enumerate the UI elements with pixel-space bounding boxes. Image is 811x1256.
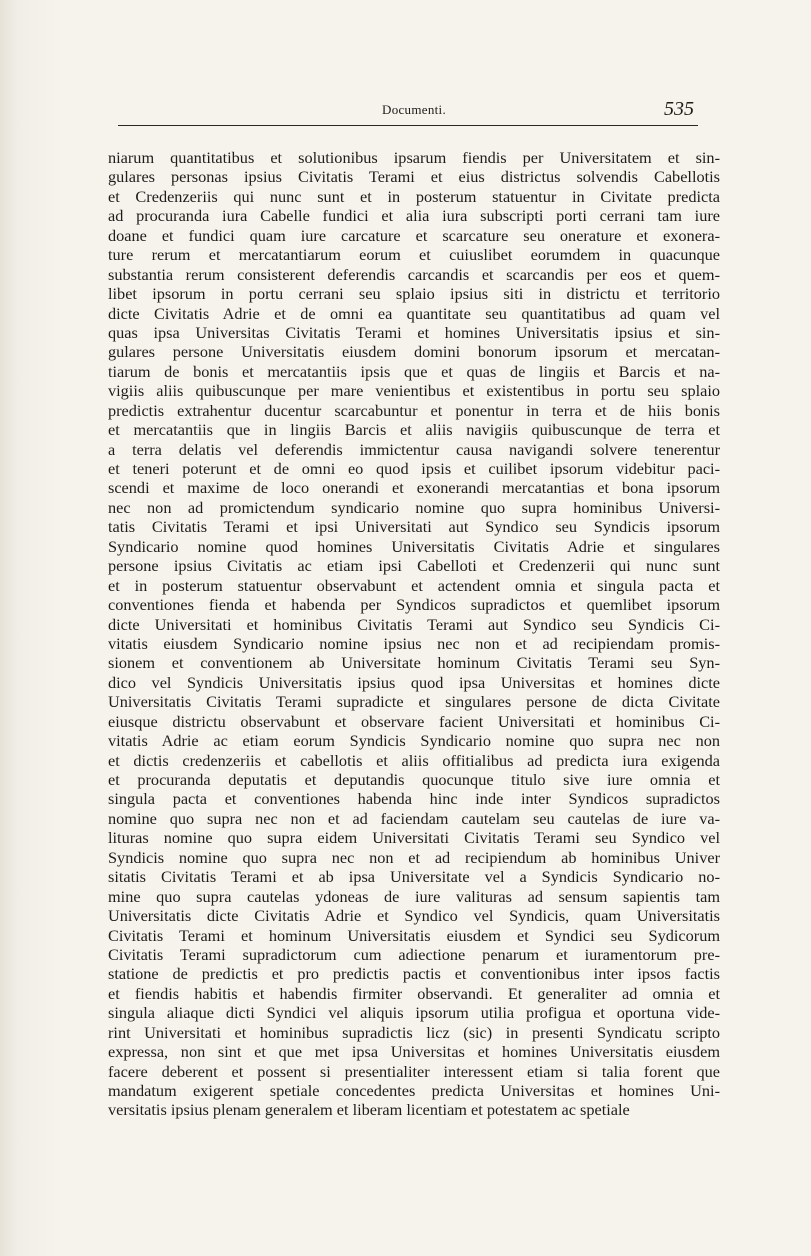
text-line: Universitatis dicte Civitatis Adrie et Syndico vel Syndicis, quam Universitatis [108, 906, 720, 926]
text-line: tiarum de bonis et mercatantiis ipsis que et quas de lingiis et Barcis et na- [108, 361, 720, 381]
text-line: persone ipsius Civitatis ac etiam ipsi Cabelloti et Credenzerii qui nunc sunt [108, 556, 720, 576]
text-line: lituras nomine quo supra eidem Universitati Civitatis Terami seu Syndico vel [108, 828, 720, 848]
text-line: versitatis ipsius plenam generalem et liberam licentiam et potestatem ac spetiale [108, 1100, 630, 1120]
text-line: conventiones fienda et habenda per Syndicos supradictos et quemlibet ipsorum [108, 595, 720, 615]
text-line: quas ipsa Universitas Civitatis Terami et homines Universitatis ipsius et sin- [108, 322, 720, 342]
text-line: et procuranda deputatis et deputandis quocunque titulo sive iure omnia et [108, 770, 720, 789]
text-line: rint Universitati et hominibus supradictis licz (sic) in presenti Syndicatu scripto [108, 1022, 720, 1042]
text-line: ture rerum et mercatantiarum eorum et cuiuslibet eorumdem in quacunque [108, 245, 720, 265]
text-line: vitatis Adrie ac etiam eorum Syndicis Syndicario nomine quo supra nec non [108, 731, 720, 751]
text-line: et Credenzeriis qui nunc sunt et in posterum statuentur in Civitate predicta [108, 186, 720, 206]
text-line: ad procuranda iura Cabelle fundici et alia iura subscripti porti cerrani tam iure [108, 206, 720, 226]
text-line: mine quo supra cautelas ydoneas de iure valituras ad sensum sapientis tam [108, 886, 720, 906]
text-line: nec non ad promictendum syndicario nomine quo supra hominibus Universi- [108, 497, 720, 517]
page-header [118, 96, 700, 122]
body-text [108, 148, 720, 1120]
text-line: scendi et maxime de loco onerandi et exonerandi mercatantias et bona ipsorum [108, 478, 720, 498]
text-line: gulares persone Universitatis eiusdem domini bonorum ipsorum et mercatan- [108, 342, 720, 362]
text-line: et in posterum statuentur observabunt et actendent omnia et singula pacta et [108, 575, 720, 595]
text-line: singula pacta et conventiones habenda hinc inde inter Syndicos supradictos [108, 789, 720, 809]
page-number: 535 [664, 98, 694, 120]
text-line: a terra delatis vel deferendis immictentur causa navigandi solvere tenerentur [108, 439, 720, 459]
text-line: dicte Universitati et hominibus Civitatis Terami aut Syndico seu Syndicis Ci- [108, 614, 720, 634]
text-line: expressa, non sint et que met ipsa Universitas et homines Universitatis eiusdem [108, 1042, 720, 1062]
running-title: Documenti. [382, 102, 447, 117]
text-line: gulares personas ipsius Civitatis Terami et eius districtus solvendis Cabellotis [108, 167, 720, 187]
text-line: Syndicis nomine quo supra nec non et ad recipiendum ab hominibus Univer [108, 847, 720, 867]
text-line: Universitatis Civitatis Terami supradicte et singulares persone de dicta Civitate [108, 692, 720, 712]
text-line: sitatis Civitatis Terami et ab ipsa Universitate vel a Syndicis Syndicario no- [108, 867, 720, 887]
text-line: et dictis credenzeriis et cabellotis et aliis offitialibus ad predicta iura exigenda [108, 750, 720, 770]
text-line: libet ipsorum in portu cerrani seu splaio ipsius siti in districtu et territorio [108, 284, 720, 304]
text-line: Syndicario nomine quod homines Universitatis Civitatis Adrie et singulares [108, 536, 720, 556]
text-line: niarum quantitatibus et solutionibus ipsarum fiendis per Universitatem et sin- [108, 148, 720, 167]
text-line: predictis extrahentur ducentur scarcabuntur et ponentur in terra et de hiis bonis [108, 400, 720, 420]
text-line: dicte Civitatis Adrie et de omni ea quantitate seu quantitatibus ad quam vel [108, 303, 720, 323]
text-line: Civitatis Terami supradictorum cum adiectione penarum et iuramentorum pre- [108, 944, 720, 964]
text-line: doane et fundici quam iure carcature et scarcature seu onerature et exonera- [108, 225, 720, 245]
text-line: singula aliaque dicti Syndici vel aliquis ipsorum utilia profigua et oportuna vide- [108, 1003, 720, 1023]
text-line: facere deberent et possent si presentialiter interessent etiam si talia forent que [108, 1061, 720, 1081]
text-line: statione de predictis et pro predictis pactis et conventionibus inter ipsos factis [108, 964, 720, 984]
text-line: nomine quo supra nec non et ad faciendam cautelam seu cautelas de iure va- [108, 808, 720, 828]
text-line: et mercatantiis que in lingiis Barcis et aliis navigiis quibuscunque de terra et [108, 420, 720, 440]
text-line: mandatum exigerent spetiale concedentes predicta Universitas et homines Uni- [108, 1081, 720, 1100]
text-line: dico vel Syndicis Universitatis ipsius quod ipsa Universitas et homines dicte [108, 672, 720, 692]
text-line: substantia rerum consisterent deferendis carcandis et scarcandis per eos et quem- [108, 264, 720, 284]
text-line: eiusque districtu observabunt et observare facient Universitati et hominibus Ci- [108, 711, 720, 731]
text-line: et teneri poterunt et de omni eo quod ipsis et cuilibet ipsorum videbitur paci- [108, 459, 720, 478]
header-rule [118, 125, 698, 126]
text-line: tatis Civitatis Terami et ipsi Universitati aut Syndico seu Syndicis ipsorum [108, 517, 720, 537]
text-line: vitatis eiusdem Syndicario nomine ipsius nec non et ad recipiendam promis- [108, 633, 720, 653]
text-line: et fiendis habitis et habendis firmiter observandi. Et generaliter ad omnia et [108, 983, 720, 1003]
text-line: Civitatis Terami et hominum Universitatis eiusdem et Syndici seu Sydicorum [108, 925, 720, 945]
text-line: vigiis aliis quibuscunque per mare venientibus et existentibus in portu seu splaio [108, 381, 720, 401]
text-line: sionem et conventionem ab Universitate hominum Civitatis Terami seu Syn- [108, 653, 720, 673]
